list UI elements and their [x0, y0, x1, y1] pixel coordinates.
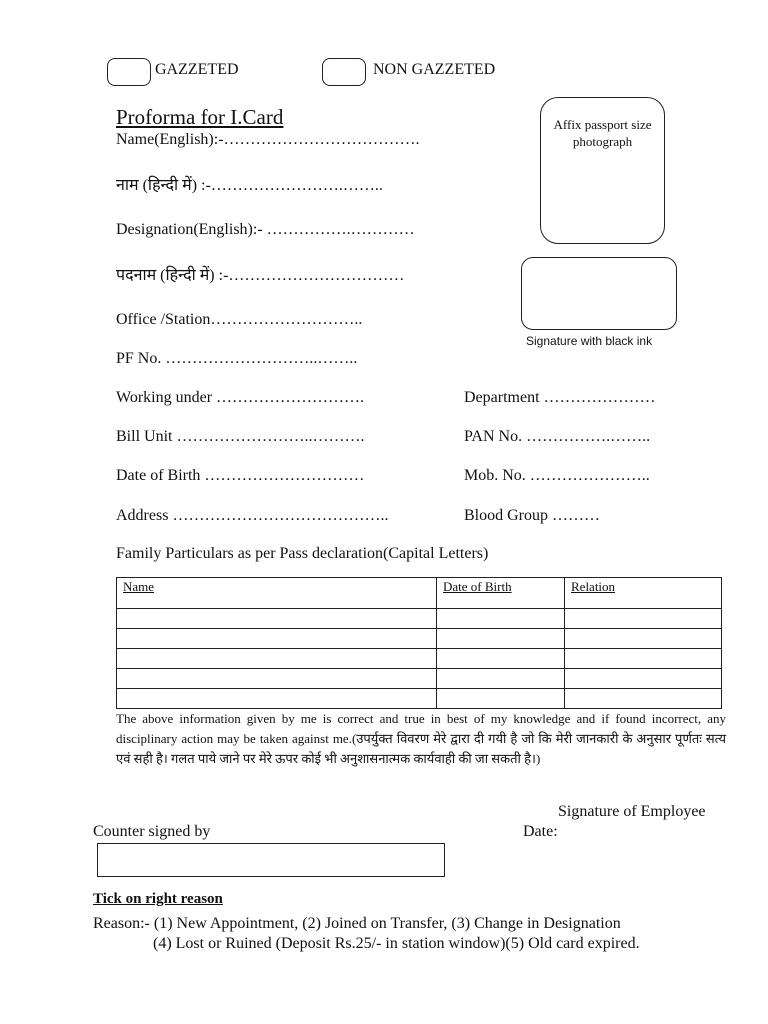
designation-english-field: Designation(English):- …………….………… [116, 221, 415, 238]
gazzeted-checkbox[interactable] [107, 58, 151, 86]
table-cell[interactable] [117, 609, 437, 629]
table-cell[interactable] [437, 689, 565, 709]
table-row [117, 689, 722, 709]
table-cell[interactable] [565, 629, 722, 649]
pf-no-field: PF No. ………………………..…….. [116, 350, 358, 367]
table-row [117, 609, 722, 629]
signature-box[interactable] [521, 257, 677, 330]
office-station-field: Office /Station……………………….. [116, 311, 363, 328]
date-of-birth-field: Date of Birth ………………………… [116, 467, 365, 484]
table-cell[interactable] [565, 669, 722, 689]
reason-line-2: (4) Lost or Ruined (Deposit Rs.25/- in station window)(5) Old card expired. [153, 935, 640, 952]
page-title: Proforma for I.Card [116, 105, 284, 129]
table-cell[interactable] [565, 689, 722, 709]
family-table-header [117, 578, 722, 609]
table-cell[interactable] [565, 609, 722, 629]
bill-unit-field: Bill Unit ……………………..………. [116, 428, 365, 445]
counter-signed-label: Counter signed by [93, 823, 211, 840]
table-cell[interactable] [117, 689, 437, 709]
table-row [117, 669, 722, 689]
signature-of-employee-label: Signature of Employee [558, 803, 706, 820]
name-english-field: Name(English):-………………………………. [116, 131, 420, 148]
table-cell[interactable] [117, 629, 437, 649]
designation-hindi-field: पदनाम (हिन्दी में) :-…………………………… [116, 267, 405, 284]
signature-box-label: Signature with black ink [526, 334, 653, 348]
table-cell[interactable] [117, 649, 437, 669]
department-field: Department ………………… [464, 389, 656, 406]
table-row [117, 649, 722, 669]
blood-group-field: Blood Group ……… [464, 507, 600, 524]
table-cell[interactable] [437, 649, 565, 669]
name-hindi-field: नाम (हिन्दी में) :-…………………….…….. [116, 177, 383, 194]
table-cell[interactable] [437, 669, 565, 689]
photo-box-text: Affix passport size photograph [553, 117, 652, 149]
table-cell[interactable] [437, 609, 565, 629]
working-under-field: Working under ………………………. [116, 389, 365, 406]
table-cell[interactable] [437, 629, 565, 649]
address-field: Address ………………………………….. [116, 507, 389, 524]
counter-signature-box[interactable] [97, 843, 445, 877]
tick-heading: Tick on right reason [93, 891, 223, 907]
non-gazzeted-label: NON GAZZETED [373, 61, 496, 78]
gazzeted-label: GAZZETED [155, 61, 239, 78]
column-relation: Relation [565, 578, 722, 609]
table-row [117, 629, 722, 649]
date-label: Date: [523, 823, 558, 840]
column-date-of-birth: Date of Birth [437, 578, 565, 609]
reason-line-1: Reason:- (1) New Appointment, (2) Joined on Transfer, (3) Change in Designation [93, 915, 621, 932]
table-cell[interactable] [565, 649, 722, 669]
family-table [116, 577, 722, 709]
family-heading: Family Particulars as per Pass declaration(Capital Letters) [116, 545, 489, 562]
passport-photo-box [540, 97, 665, 244]
column-name: Name [117, 578, 437, 609]
pan-no-field: PAN No. …………….…….. [464, 428, 651, 445]
non-gazzeted-checkbox[interactable] [322, 58, 366, 86]
table-cell[interactable] [117, 669, 437, 689]
declaration-text: The above information given by me is correct and true in best of my knowledge and if found incorrect, any disciplinary action may be taken against me.(उपर्युक्त विवरण मेरे द्वारा दी गयी है जो कि मेरी जानकारी के अनुसार पूर्णतः सत्य एवं सही है। गलत पाये जाने पर मेरे ऊपर कोई भी अनुशासनात्मक कार्यवाही की जा सकती है।) [116, 711, 726, 766]
mob-no-field: Mob. No. ………………….. [464, 467, 650, 484]
